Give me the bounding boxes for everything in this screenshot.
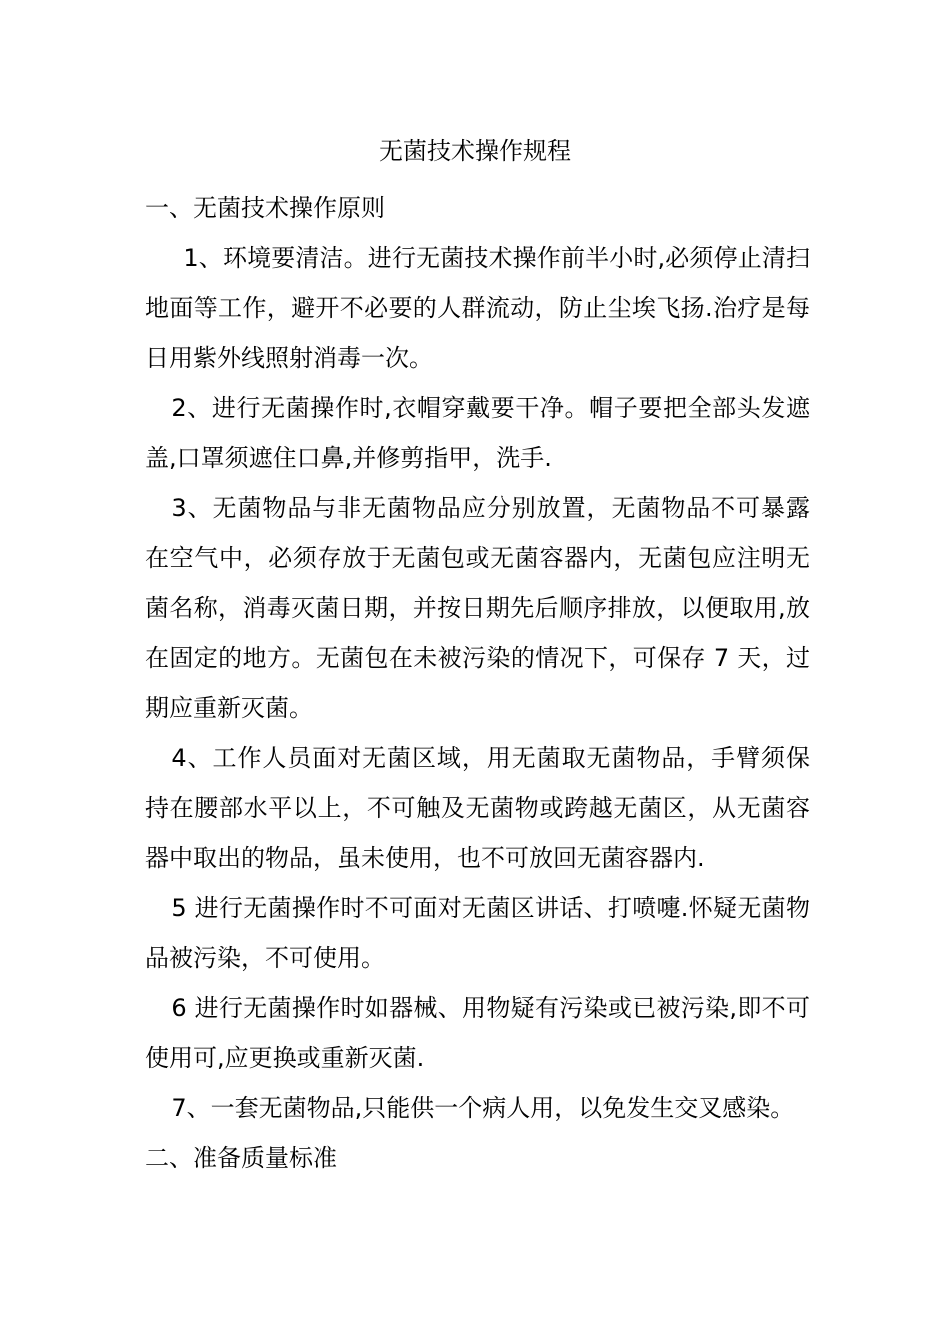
section-heading: 一、无菌技术操作原则 bbox=[145, 194, 385, 222]
document-title: 无菌技术操作规程 bbox=[379, 137, 571, 165]
paragraph: 2、进行无菌操作时,衣帽穿戴要干净。帽子要把全部头发遮盖,口罩须遮住口鼻,并修剪指甲，洗手. bbox=[145, 394, 810, 472]
paragraph: 5 进行无菌操作时不可面对无菌区讲话、打喷嚏.怀疑无菌物品被污染，不可使用。 bbox=[145, 894, 810, 972]
paragraph: 6 进行无菌操作时如器械、用物疑有污染或已被污染,即不可使用可,应更换或重新灭菌. bbox=[145, 994, 810, 1072]
paragraph: 1、环境要清洁。进行无菌技术操作前半小时,必须停止清扫地面等工作，避开不必要的人群流动，防止尘埃飞扬.治疗是每日用紫外线照射消毒一次。 bbox=[145, 244, 810, 372]
section-heading: 二、准备质量标准 bbox=[145, 1144, 337, 1172]
paragraph: 4、工作人员面对无菌区域，用无菌取无菌物品，手臂须保持在腰部水平以上，不可触及无菌物或跨越无菌区，从无菌容器中取出的物品，虽未使用，也不可放回无菌容器内. bbox=[145, 744, 810, 872]
paragraph: 7、一套无菌物品,只能供一个病人用，以免发生交叉感染。 bbox=[171, 1094, 795, 1122]
document-body bbox=[145, 183, 810, 1183]
paragraph: 3、无菌物品与非无菌物品应分别放置，无菌物品不可暴露在空气中，必须存放于无菌包或无菌容器内，无菌包应注明无菌名称，消毒灭菌日期，并按日期先后顺序排放，以便取用,放在固定的地方。无菌包在未被污染的情况下，可保存 7 天，过期应重新灭菌。 bbox=[145, 494, 810, 722]
